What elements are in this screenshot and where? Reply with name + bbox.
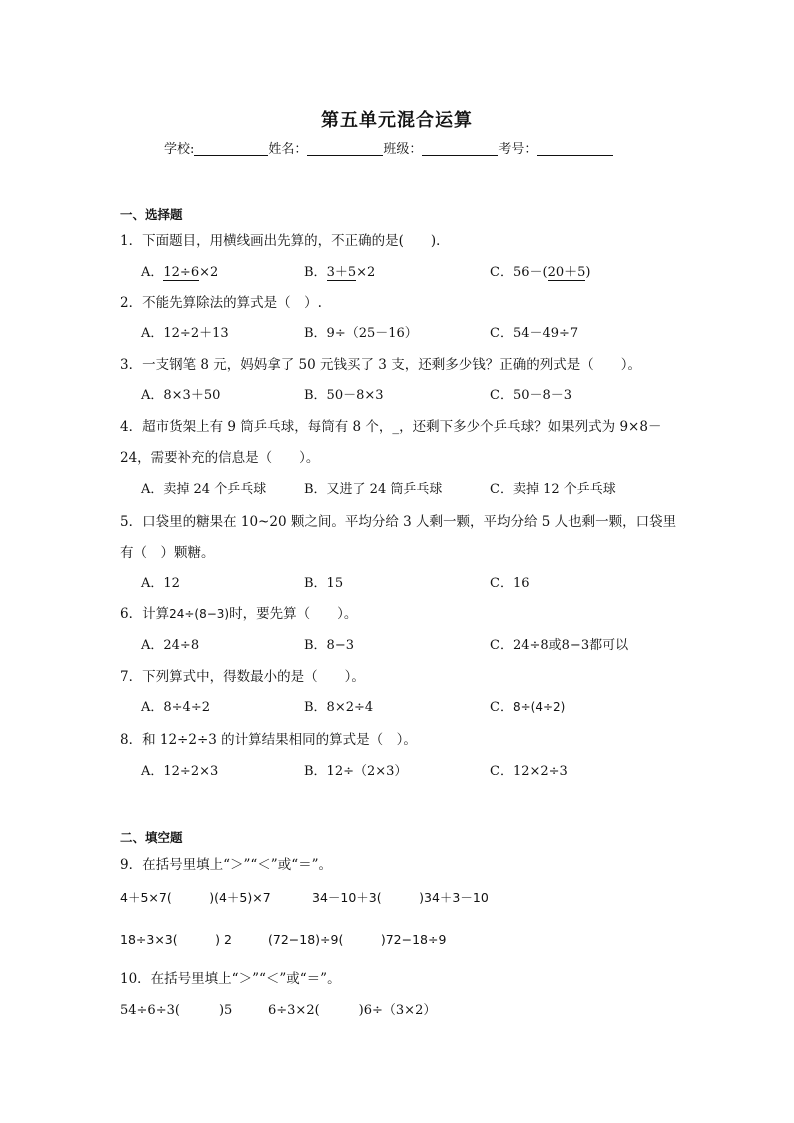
- question-10-expression-2[interactable]: 6÷3×2( )6÷（3×2）: [268, 1003, 437, 1018]
- question-5-stem-line1: 5．口袋里的糖果在 10~20 颗之间。平均分给 3 人剩一颗，平均分给 5 人也剩一颗，口袋里: [120, 514, 677, 530]
- option-rest: ×2: [356, 265, 376, 280]
- option-label: B．: [304, 265, 327, 280]
- question-9-expression-1[interactable]: 4＋5×7( )(4＋5)×7: [120, 890, 271, 905]
- question-8-option-c[interactable]: C．12×2÷3: [490, 764, 568, 779]
- question-9-expression-2[interactable]: 34－10＋3( )34＋3－10: [312, 890, 489, 905]
- question-2-option-b[interactable]: B．9÷（25－16）: [304, 326, 418, 341]
- question-7-stem: 7．下列算式中，得数最小的是（ ）。: [120, 669, 365, 685]
- page-title: 第五单元混合运算: [321, 110, 473, 131]
- underlined-part: 3＋5: [326, 265, 357, 280]
- question-9-stem: 9．在括号里填上“＞”“＜”或“＝”。: [120, 857, 332, 873]
- question-5-stem-line2: 有（ ）颗糖。: [120, 545, 215, 561]
- question-4-stem-line1: 4．超市货架上有 9 筒乒乓球，每筒有 8 个，_，还剩下多少个乒乓球？如果列式为 9×8－: [120, 419, 662, 435]
- option-rest: ×2: [199, 265, 219, 280]
- question-1-option-a[interactable]: [141, 261, 218, 280]
- question-5-option-a[interactable]: A．12: [141, 576, 180, 591]
- question-2-stem: 2．不能先算除法的算式是（ ）.: [120, 295, 322, 311]
- question-3-option-a[interactable]: A．8×3＋50: [141, 388, 221, 403]
- name-blank[interactable]: [307, 141, 383, 156]
- question-5-option-c[interactable]: C．16: [490, 576, 530, 591]
- school-label: 学校:: [164, 142, 195, 157]
- exam-no-blank[interactable]: [537, 141, 613, 156]
- math-expression: 8÷(4÷2): [512, 700, 566, 714]
- question-4-option-a[interactable]: A．卖掉 24 个乒乓球: [141, 482, 267, 497]
- question-3-stem: 3．一支钢笔 8 元，妈妈拿了 50 元钱买了 3 支，还剩多少钱？正确的列式是（ ）。: [120, 357, 641, 373]
- question-7-option-a[interactable]: A．8÷4÷2: [141, 700, 210, 715]
- stem-text: 时，要先算（ ）。: [229, 606, 358, 622]
- question-9-expression-3[interactable]: 18÷3×3( ) 2: [120, 932, 232, 947]
- option-post: ): [585, 265, 591, 280]
- class-label: 班级：: [383, 142, 423, 157]
- school-blank[interactable]: [194, 141, 268, 156]
- math-expression: 24÷(8−3): [169, 607, 230, 621]
- option-label: C．: [490, 700, 513, 715]
- student-info-line: [164, 138, 613, 157]
- question-1-stem: 1．下面题目，用横线画出先算的，不正确的是( )．: [120, 233, 450, 249]
- question-6-option-b[interactable]: B．8−3: [304, 638, 354, 653]
- section-title-choice: 一、选择题: [120, 207, 183, 222]
- underlined-part: 12÷6: [163, 265, 200, 280]
- question-10-stem: 10．在括号里填上“＞”“＜”或“＝”。: [120, 971, 341, 987]
- question-8-stem: 8．和 12÷2÷3 的计算结果相同的算式是（ ）。: [120, 732, 417, 748]
- question-3-option-b[interactable]: B．50－8×3: [304, 388, 384, 403]
- option-label: C．: [490, 265, 513, 280]
- question-6-option-c[interactable]: C．24÷8或8−3都可以: [490, 638, 629, 653]
- option-pre: 56－(: [512, 265, 548, 280]
- question-6-stem: [120, 602, 357, 622]
- question-2-option-c[interactable]: C．54－49÷7: [490, 326, 579, 341]
- question-5-option-b[interactable]: B．15: [304, 576, 344, 591]
- question-4-option-b[interactable]: B．又进了 24 筒乒乓球: [304, 482, 443, 497]
- stem-text: 6．计算: [120, 606, 170, 622]
- question-10-expression-1[interactable]: 54÷6÷3( )5: [120, 1003, 233, 1018]
- question-2-option-a[interactable]: A．12÷2＋13: [141, 326, 229, 341]
- question-8-option-b[interactable]: B．12÷（2×3）: [304, 764, 408, 779]
- question-4-option-c[interactable]: C．卖掉 12 个乒乓球: [490, 482, 616, 497]
- question-3-option-c[interactable]: C．50－8－3: [490, 388, 573, 403]
- question-8-option-a[interactable]: A．12÷2×3: [141, 764, 219, 779]
- question-4-stem-line2: 24，需要补充的信息是（ ）。: [120, 450, 320, 466]
- question-1-option-c[interactable]: [490, 261, 590, 280]
- option-label: A．: [141, 265, 164, 280]
- class-blank[interactable]: [422, 141, 498, 156]
- question-1-option-b[interactable]: [304, 261, 375, 280]
- name-label: 姓名：: [268, 142, 308, 157]
- question-7-option-c[interactable]: [490, 696, 565, 715]
- question-7-option-b[interactable]: B．8×2÷4: [304, 700, 374, 715]
- question-9-expression-4[interactable]: (72−18)÷9( )72−18÷9: [268, 932, 447, 947]
- exam-no-label: 考号：: [498, 142, 538, 157]
- question-6-option-a[interactable]: A．24÷8: [141, 638, 200, 653]
- section-title-fill: 二、填空题: [120, 830, 183, 845]
- underlined-part: 20＋5: [547, 265, 586, 280]
